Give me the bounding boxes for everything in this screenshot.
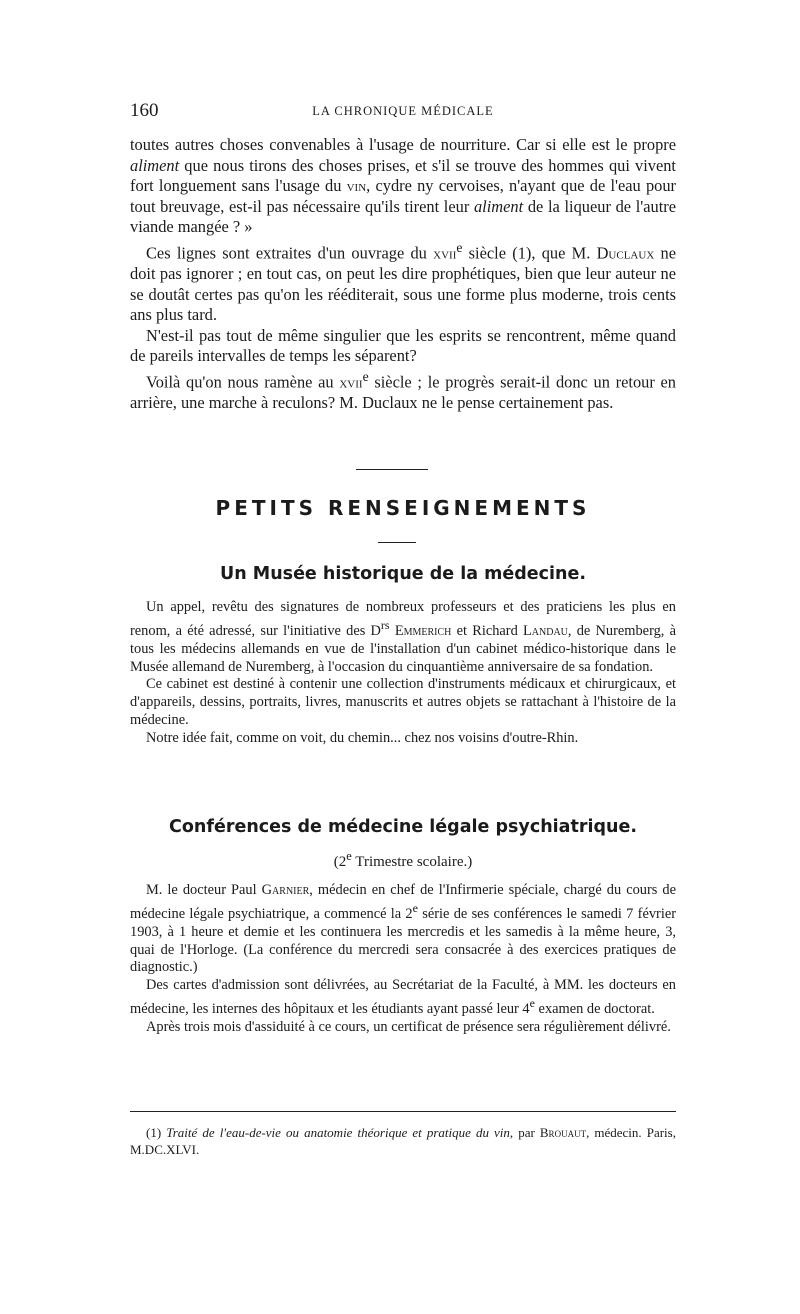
text-run: M. le docteur Paul <box>146 882 262 898</box>
conferences-paragraph-3: Après trois mois d'assiduité à ce cours, un certificat de présence sera régulièrement délivré. <box>146 1018 671 1035</box>
text-run: siècle ; le progrès serait-il donc un retour en arrière, une marche à reculons? M. Duclaux ne le pense certainement pas. <box>130 372 676 413</box>
text-run: , cydre ny cervoises, n'ayant que de l'eau pour tout breuvage, est-il pas nécessaire qu'ils tirent leur <box>130 176 676 216</box>
article-subtitle <box>130 849 676 871</box>
text-run: Trimestre scolaire.) <box>351 854 473 870</box>
text-run: (2 <box>333 854 347 870</box>
divider-rule <box>356 469 428 470</box>
conferences-paragraph-1 <box>130 882 676 977</box>
superscript: e <box>529 996 535 1011</box>
text-run: Des cartes d'admission sont délivrées, au Secrétariat de la Faculté, à MM. les docteurs en médecine, les internes des hôpitaux et les étudiants ayant passé leur 4 <box>130 977 676 1018</box>
text-run: série de ses conférences le samedi 7 février 1903, à 1 heure et demie et les continuera les mercredis et les samedis à la même heure, 3, quai de l'Horloge. (La conférence du mercredi sera consacrée à des exercices pratiques de diagnostic.) <box>130 905 676 976</box>
text-run: ne doit pas ignorer ; en tout cas, on peut les dire prophétiques, bien que leur auteur ne se doutât certes pas qu'on les rééditerait, sous une forme plus moderne, trois cents ans plus tard. <box>130 243 676 325</box>
superscript: e <box>412 900 418 915</box>
text-run: Voilà qu'on nous ramène au <box>146 372 340 392</box>
person-name: Landau <box>523 622 568 639</box>
person-name: Duclaux <box>596 243 655 263</box>
footnote-mark: (1) <box>146 1125 167 1140</box>
intro-paragraph-3: N'est-il pas tout de même singulier que les esprits se rencontrent, même quand de pareils intervalles de temps les séparent? <box>130 325 676 366</box>
superscript: e <box>456 239 463 255</box>
text-run: , médecin en chef de l'Infirmerie spéciale, chargé du cours de médecine légale psychiatrique, a commencé la 2 <box>130 882 676 922</box>
person-name: Garnier <box>261 882 310 898</box>
text-run: de la liqueur de l'autre viande mangée ? » <box>130 196 676 237</box>
intro-paragraph-1 <box>130 135 676 238</box>
section-title: PETITS RENSEIGNEMENTS <box>215 496 591 520</box>
article-title-conferences: Conférences de médecine légale psychiatrique. <box>169 817 637 837</box>
person-name: Emmerich <box>389 622 452 639</box>
conferences-paragraph-2 <box>130 977 676 1019</box>
text-run: Un appel, revêtu des signatures de nombreux professeurs et des praticiens les plus en renom, a été adressé, sur l'initiative des D <box>130 599 676 639</box>
text-run: , par <box>509 1125 540 1140</box>
text-run: toutes autres choses convenables à l'usage de nourriture. Car si elle est le propre <box>130 135 676 154</box>
article-title-musee: Un Musée historique de la médecine. <box>220 564 586 584</box>
superscript: e <box>362 369 369 384</box>
page-number: 160 <box>130 100 159 121</box>
page-header <box>130 100 676 126</box>
superscript: e <box>346 849 352 863</box>
footnote-text <box>130 1124 676 1158</box>
intro-text <box>130 135 676 414</box>
author-name: Brouaut <box>539 1125 587 1140</box>
book-title: Traité de l'eau-de-vie ou anatomie théorique et pratique du vin <box>166 1125 510 1140</box>
superscript: rs <box>380 617 390 632</box>
article-musee-body <box>130 599 676 748</box>
footnote-rule <box>130 1111 676 1112</box>
emphasis: aliment <box>130 155 180 175</box>
divider-rule-short <box>378 542 416 543</box>
article-conferences-body <box>130 882 676 1037</box>
emphasis: aliment <box>473 196 524 216</box>
text-run: et Richard <box>451 622 523 639</box>
text-run: examen de doctorat. <box>534 1001 655 1018</box>
musee-paragraph-2: Ce cabinet est destiné à contenir une collection d'instruments médicaux et chirurgicaux, et d'appareils, dessins, portraits, livres, manuscrits et autres objets se rattachant à l'histoire de la médecine. <box>130 676 676 729</box>
text-run: Ces lignes sont extraites d'un ouvrage du <box>146 243 434 263</box>
running-title: LA CHRONIQUE MÉDICALE <box>312 104 494 118</box>
text-run: que nous tirons des choses prises, et s'il se trouve des hommes qui vivent fort longuement sans l'usage du <box>130 155 676 196</box>
musee-paragraph-1 <box>130 599 676 676</box>
musee-paragraph-3: Notre idée fait, comme on voit, du chemin... chez nos voisins d'outre-Rhin. <box>146 730 579 747</box>
footnote <box>130 1124 676 1158</box>
text-run: siècle (1), que M. <box>462 243 597 263</box>
intro-paragraph-4 <box>130 367 676 414</box>
century-numeral: xvii <box>339 372 363 392</box>
century-numeral: xvii <box>433 243 457 263</box>
text-run: , médecin. Paris, M.DC.XLVI. <box>130 1125 676 1157</box>
small-caps-word: vin <box>346 176 367 196</box>
text-run: , de Nuremberg, à tous les médecins allemands en vue de l'installation d'un cabinet médico-historique dans le Musée allemand de Nuremberg, à l'occasion du cinquantième anniversaire de sa fondation. <box>130 622 677 675</box>
intro-paragraph-2 <box>130 238 676 326</box>
